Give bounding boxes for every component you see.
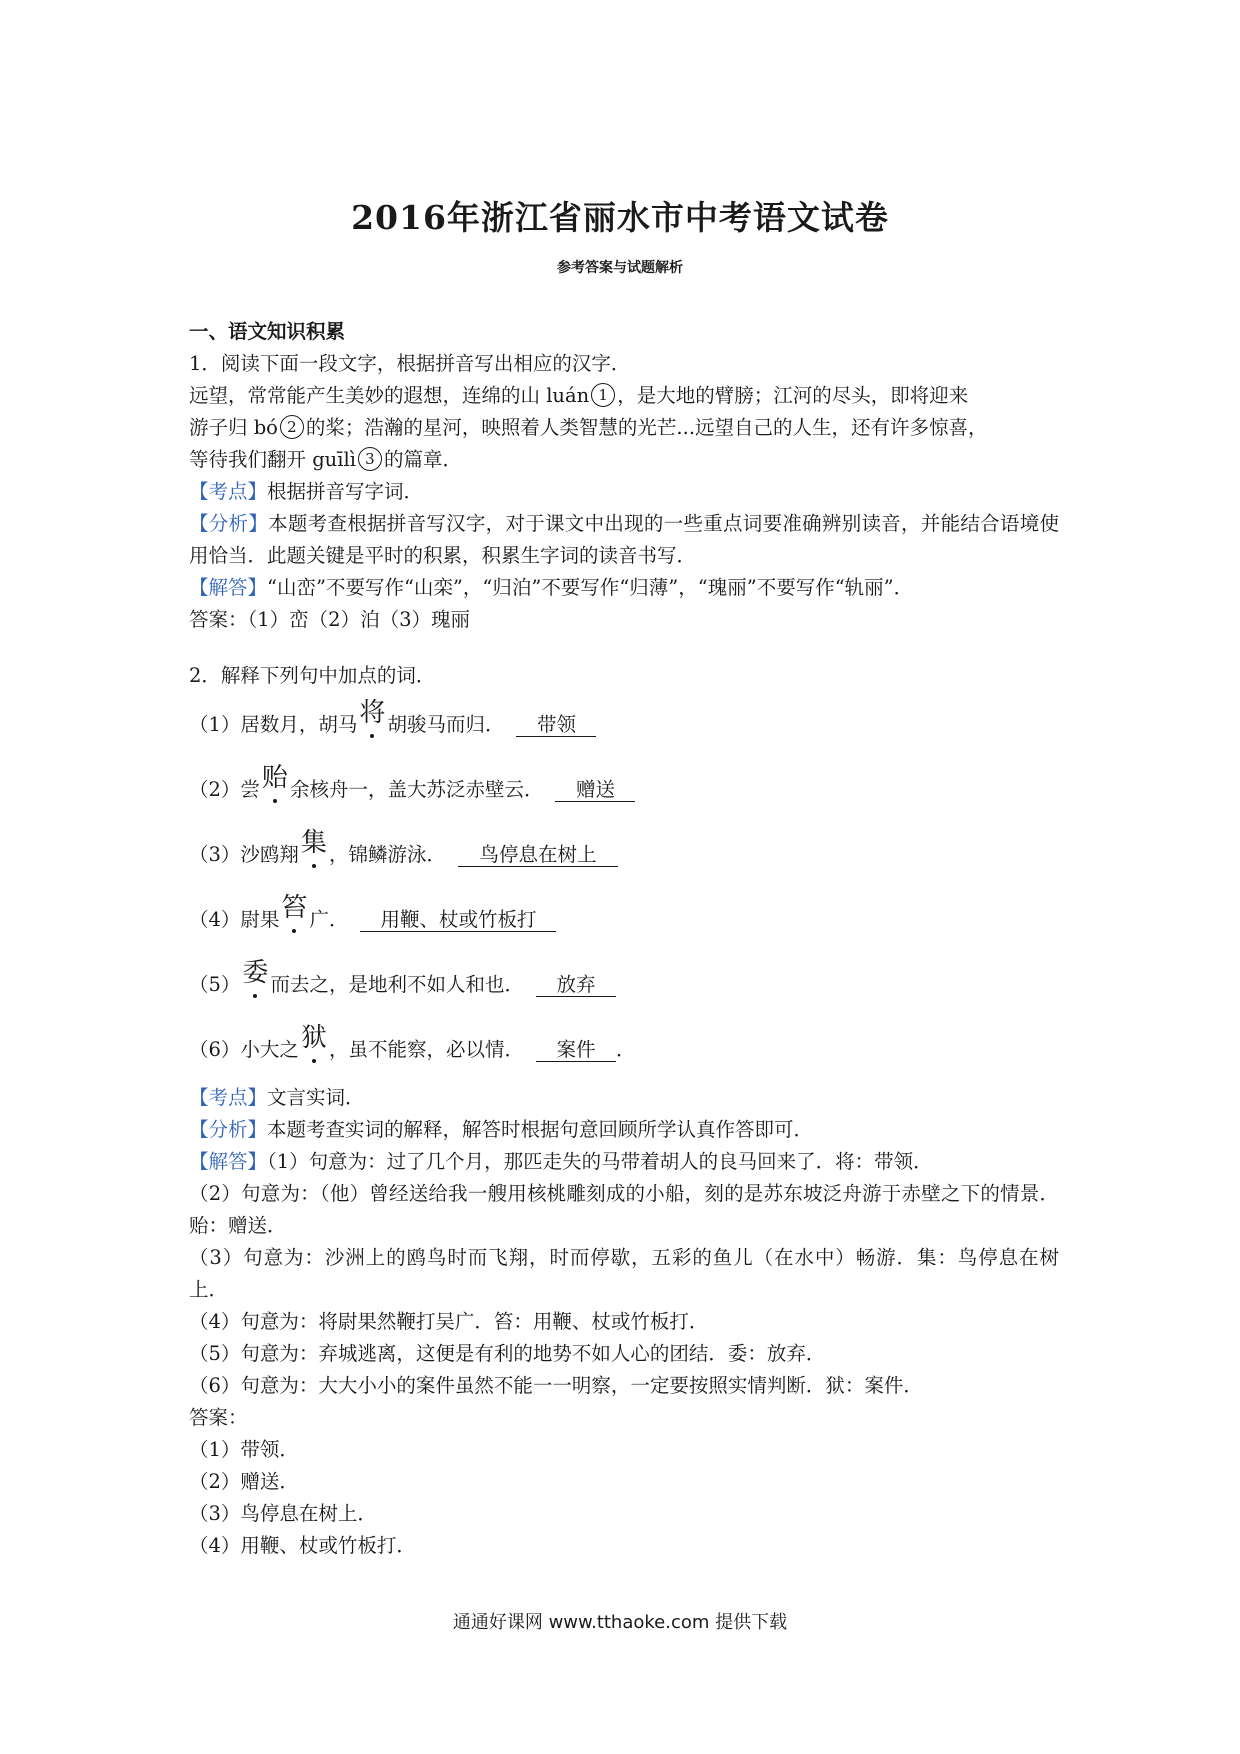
passage-text: ，是大地的臂膀；江河的尽头，即将迎来	[617, 384, 969, 407]
question-2-item	[189, 692, 1059, 757]
passage-text: 游子归 bó	[189, 416, 278, 439]
item-text: ，虽不能察，必以情．	[328, 1038, 524, 1061]
question-2-fenxi	[189, 1114, 1059, 1146]
question-2-item	[189, 1017, 1059, 1082]
document-title: 2016年浙江省丽水市中考语文试卷	[351, 198, 889, 237]
answer-blank: 赠送	[555, 779, 635, 802]
passage-text: 的篇章．	[383, 448, 462, 471]
document-body	[189, 316, 1059, 1562]
dotted-word: 委	[242, 958, 269, 988]
dotted-word: 狱	[300, 1023, 327, 1053]
item-text: 广．	[309, 908, 349, 931]
item-end: ．	[615, 1038, 636, 1061]
answer-line: （2）赠送．	[189, 1470, 299, 1493]
question-2-prompt: 2．解释下列句中加点的词．	[189, 664, 436, 687]
answer-blank: 案件	[536, 1039, 616, 1062]
explanation-line: （4）句意为：将尉果然鞭打吴广．笞：用鞭、杖或竹板打．	[189, 1310, 709, 1333]
spacer	[189, 636, 1059, 660]
item-text: （6）小大之	[189, 1038, 299, 1061]
kaodian-text: 文言实词．	[267, 1086, 365, 1109]
answer-blank: 带领	[516, 714, 596, 737]
question-2-explanations	[189, 1178, 1059, 1402]
question-1-answer: 答案：（1）峦（2）泊（3）瑰丽	[189, 608, 470, 631]
question-2-item	[189, 757, 1059, 822]
fenxi-text: 本题考查根据拼音写汉字，对于课文中出现的一些重点词要准确辨别读音，并能结合语境使用恰当．此题关键是平时的积累，积累生字词的读音书写．	[189, 512, 1059, 567]
kaodian-text: 根据拼音写字词．	[267, 480, 424, 503]
item-text: （4）尉果	[189, 908, 280, 931]
item-text: （2）尝	[189, 778, 260, 801]
explanation-line: （6）句意为：大大小小的案件虽然不能一一明察，一定要按照实情判断．狱：案件．	[189, 1374, 923, 1397]
question-2-answer-label: 答案：	[189, 1406, 248, 1429]
item-text: ，锦鳞游泳．	[328, 843, 446, 866]
passage-text: 等待我们翻开 guīlì	[189, 448, 356, 471]
explanation-line: （3）句意为：沙洲上的鸥鸟时而飞翔，时而停歇，五彩的鱼儿（在水中）畅游．集：鸟停息在树上．	[189, 1246, 1059, 1301]
question-2-item	[189, 952, 1059, 1017]
question-1-passage-line-2	[189, 412, 1059, 444]
question-1-passage-line-1	[189, 380, 1059, 412]
answer-line: （4）用鞭、杖或竹板打．	[189, 1534, 416, 1557]
dotted-word: 集	[300, 828, 327, 858]
circled-number-2: 2	[280, 415, 304, 439]
question-1-jieda	[189, 572, 1059, 604]
dotted-word: 笞	[281, 893, 308, 923]
question-2-item	[189, 822, 1059, 887]
answer-line: （3）鸟停息在树上．	[189, 1502, 377, 1525]
answer-line: （1）带领．	[189, 1438, 299, 1461]
footer-source: 通通好课网 www.tthaoke.com 提供下载	[452, 1612, 788, 1633]
circled-number-3: 3	[358, 447, 382, 471]
item-text: （1）居数月，胡马	[189, 713, 358, 736]
question-2-kaodian	[189, 1082, 1059, 1114]
jieda-text: （1）句意为：过了几个月，那匹走失的马带着胡人的良马回来了．将：带领．	[267, 1150, 933, 1173]
question-2-items	[189, 692, 1059, 1082]
fenxi-tag: 【分析】	[189, 1118, 268, 1141]
question-2-jieda	[189, 1146, 1059, 1178]
item-text: （3）沙鸥翔	[189, 843, 299, 866]
jieda-tag: 【解答】	[189, 1150, 268, 1173]
question-2-answers	[189, 1434, 1059, 1562]
passage-text: 的桨；浩瀚的星河，映照着人类智慧的光芒...远望自己的人生，还有许多惊喜，	[305, 416, 988, 439]
dotted-word: 贻	[261, 763, 288, 793]
item-text: 胡骏马而归．	[387, 713, 505, 736]
kaodian-tag: 【考点】	[189, 480, 268, 503]
dotted-word: 将	[359, 698, 386, 728]
passage-text: 远望，常常能产生美妙的遐想，连绵的山 luán	[189, 384, 590, 407]
question-1-kaodian	[189, 476, 1059, 508]
fenxi-text: 本题考查实词的解释，解答时根据句意回顾所学认真作答即可．	[267, 1118, 814, 1141]
answer-blank: 用鞭、杖或竹板打	[360, 909, 556, 932]
question-1-prompt: 1．阅读下面一段文字，根据拼音写出相应的汉字．	[189, 352, 631, 375]
jieda-tag: 【解答】	[189, 576, 268, 599]
question-1-passage-line-3	[189, 444, 1059, 476]
answer-blank: 鸟停息在树上	[458, 844, 618, 867]
explanation-line: （5）句意为：弃城逃离，这便是有利的地势不如人心的团结．委：放弃．	[189, 1342, 826, 1365]
section-heading: 一、语文知识积累	[189, 320, 346, 343]
question-2-item	[189, 887, 1059, 952]
answer-blank: 放弃	[536, 974, 616, 997]
explanation-line: （2）句意为：（他）曾经送给我一艘用核桃雕刻成的小船，刻的是苏东坡泛舟游于赤壁之下的情景．贻：赠送．	[189, 1182, 1059, 1237]
circled-number-1: 1	[591, 383, 615, 407]
item-text: 余核舟一，盖大苏泛赤壁云．	[289, 778, 544, 801]
fenxi-tag: 【分析】	[189, 512, 269, 535]
item-text: （5）	[189, 973, 241, 996]
question-1-fenxi	[189, 508, 1059, 572]
item-text: 而去之，是地利不如人和也．	[270, 973, 524, 996]
jieda-text: “山峦”不要写作“山栾”，“归泊”不要写作“归薄”，“瑰丽”不要写作“轨丽”．	[267, 576, 914, 599]
document-subtitle: 参考答案与试题解析	[557, 260, 683, 276]
kaodian-tag: 【考点】	[189, 1086, 268, 1109]
